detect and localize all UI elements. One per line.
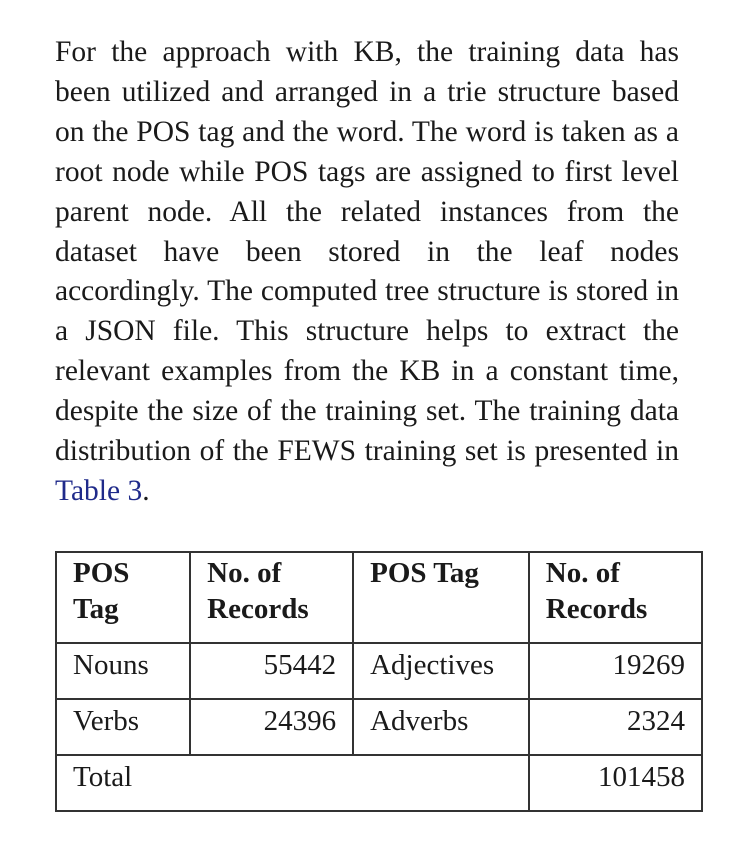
total-label: Total xyxy=(56,755,529,811)
cell-pos-tag: Nouns xyxy=(56,643,190,699)
total-value: 101458 xyxy=(529,755,702,811)
table-total-row xyxy=(56,755,702,811)
cell-pos-tag: Adverbs xyxy=(353,699,529,755)
table-row xyxy=(56,643,702,699)
header-pos-tag-2: POS Tag xyxy=(353,552,529,643)
paragraph-end: . xyxy=(142,474,150,507)
records-table xyxy=(55,551,703,812)
cell-records: 24396 xyxy=(190,699,353,755)
cell-pos-tag: Adjectives xyxy=(353,643,529,699)
table-header-row xyxy=(56,552,702,643)
cell-records: 19269 xyxy=(529,643,702,699)
body-paragraph xyxy=(55,33,679,512)
table-row xyxy=(56,699,702,755)
cell-pos-tag: Verbs xyxy=(56,699,190,755)
table-3-link[interactable]: Table 3 xyxy=(55,474,143,507)
cell-records: 55442 xyxy=(190,643,353,699)
paragraph-text: For the approach with KB, the training data has been utilized and arranged in a trie structure based on the POS tag and the word. The word is taken as a root node while POS tags are assigned to first level parent node. All the related instances from the dataset have been stored in the leaf nodes accordingly. The computed tree structure is stored in a JSON file. This structure helps to extract the relevant examples from the KB in a constant time, despite the size of the training set. The training data distribution of the FEWS training set is presented in xyxy=(55,36,679,468)
header-pos-tag-1: POS Tag xyxy=(56,552,190,643)
cell-records: 2324 xyxy=(529,699,702,755)
header-records-2: No. of Records xyxy=(529,552,702,643)
header-records-1: No. of Records xyxy=(190,552,353,643)
